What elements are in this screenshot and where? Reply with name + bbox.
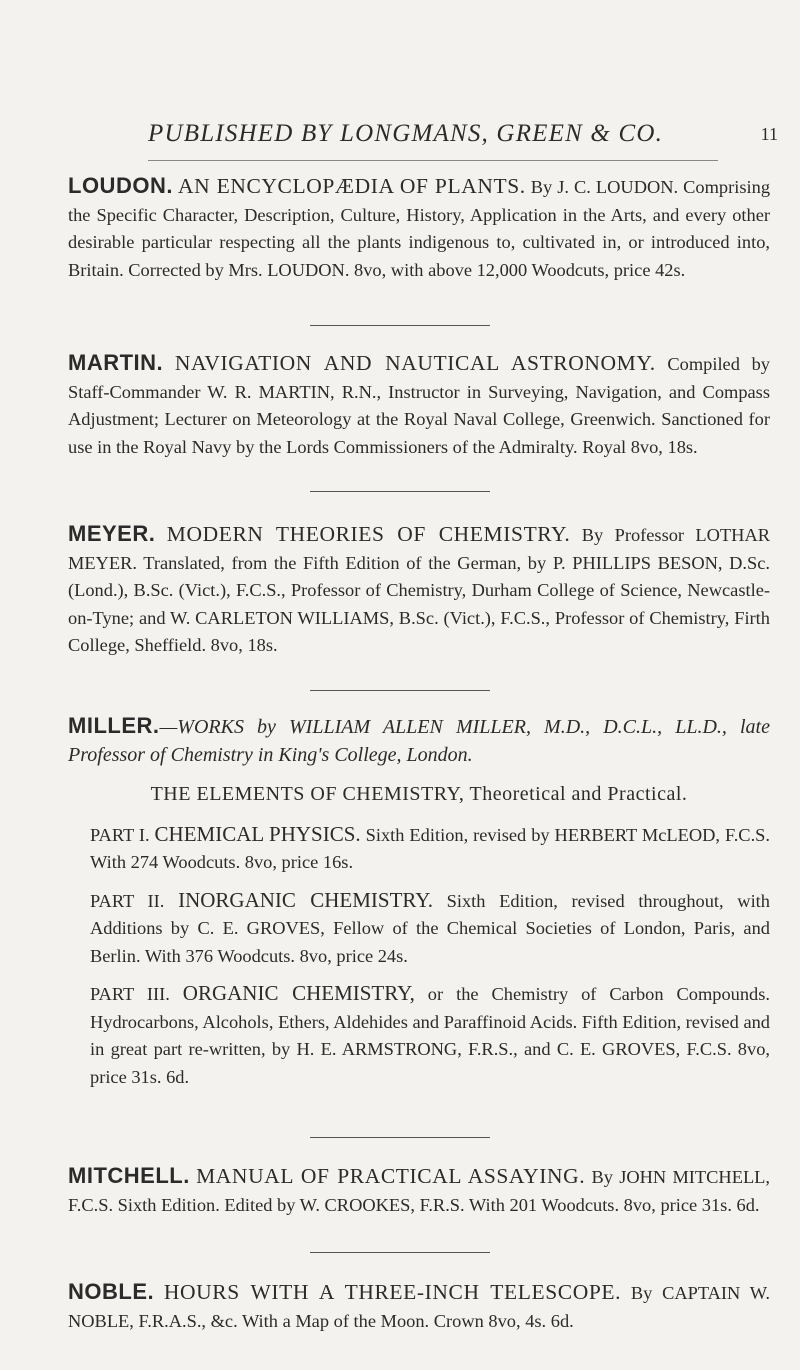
entry-description: Compiled by Staff-Commander W. R. MARTIN, R.N., Instructor in Surveying, Navigation, and Compass Adjustment; Lecturer on Meteorology at the Royal Naval College, Greenwich. Sanctioned for use in the Royal Navy by the Lords Commissioners of the Admiralty. Royal 8vo, 18s. bbox=[68, 354, 770, 457]
author-name: MITCHELL. bbox=[68, 1163, 190, 1188]
part-entry bbox=[68, 980, 770, 1091]
author-name: MILLER. bbox=[68, 713, 160, 738]
entry-divider bbox=[310, 325, 490, 326]
entry-divider bbox=[310, 690, 490, 691]
entry-description: By JOHN MITCHELL, F.C.S. Sixth Edition. Edited by W. CROOKES, F.R.S. With 201 Woodcuts. 8vo, price 31s. 6d. bbox=[68, 1167, 771, 1215]
page-number: 11 bbox=[760, 124, 778, 144]
book-title: NAVIGATION AND NAUTICAL ASTRONOMY. bbox=[174, 351, 656, 375]
header-rule bbox=[148, 160, 718, 161]
author-name: MARTIN. bbox=[68, 350, 164, 375]
author-name: LOUDON. bbox=[68, 173, 173, 198]
book-title: HOURS WITH A THREE-INCH TELESCOPE. bbox=[163, 1280, 622, 1304]
entry-divider bbox=[310, 491, 490, 492]
entry-description: By J. C. LOUDON. Comprising the Specific Character, Description, Culture, History, Application in the Arts, and every other desirable particular respecting all the plants indigenous to, cultivated in, or introduced into, Britain. Corrected by Mrs. LOUDON. 8vo, with above 12,000 Woodcuts, price 42s. bbox=[68, 177, 771, 280]
entry-divider bbox=[310, 1252, 490, 1253]
part-description: Sixth Edition, revised by HERBERT McLEOD, F.C.S. With 274 Woodcuts. 8vo, price 16s. bbox=[90, 824, 771, 872]
entry-mitchell bbox=[68, 1162, 770, 1219]
book-title: MODERN THEORIES OF CHEMISTRY. bbox=[166, 522, 571, 546]
part-entry bbox=[68, 821, 770, 877]
author-name: NOBLE. bbox=[68, 1279, 155, 1304]
page-header bbox=[148, 120, 778, 160]
author-name: MEYER. bbox=[68, 521, 156, 546]
part-title: ORGANIC CHEMISTRY, bbox=[182, 981, 415, 1005]
part-description: Sixth Edition, revised throughout, with Additions by C. E. GROVES, Fellow of the Chemical Societies of London, Paris, and Berlin. With 376 Woodcuts. 8vo, price 24s. bbox=[90, 890, 770, 966]
works-line: —WORKS by WILLIAM ALLEN MILLER, M.D., D.C.L., LL.D., late Professor of Chemistry in King's College, London. bbox=[68, 716, 770, 766]
running-head: PUBLISHED BY LONGMANS, GREEN & CO. bbox=[148, 120, 664, 147]
entry-miller bbox=[68, 712, 770, 1091]
book-title: AN ENCYCLOPÆDIA OF PLANTS. bbox=[177, 174, 526, 198]
book-title: MANUAL OF PRACTICAL ASSAYING. bbox=[196, 1164, 586, 1188]
part-entry bbox=[68, 887, 770, 971]
part-description: or the Chemistry of Carbon Compounds. Hydrocarbons, Alcohols, Ethers, Aldehides and Paraffinoid Acids. Fifth Edition, revised and in great part re-written, by H. E. ARMSTRONG, F.R.S., and C. E. GROVES, F.C.S. 8vo, price 31s. 6d. bbox=[90, 984, 770, 1087]
entry-description: By CAPTAIN W. NOBLE, F.R.A.S., &c. With a Map of the Moon. Crown 8vo, 4s. 6d. bbox=[68, 1283, 770, 1331]
part-label: PART I. bbox=[90, 824, 150, 845]
entry-meyer bbox=[68, 520, 770, 660]
entry-divider bbox=[310, 1137, 490, 1138]
part-label: PART II. bbox=[90, 890, 165, 911]
part-title: INORGANIC CHEMISTRY. bbox=[178, 887, 433, 912]
entry-noble bbox=[68, 1278, 770, 1335]
series-heading: THE ELEMENTS OF CHEMISTRY, Theoretical and Practical. bbox=[150, 783, 688, 805]
part-label: PART III. bbox=[90, 984, 170, 1004]
entry-description: By Professor LOTHAR MEYER. Translated, from the Fifth Edition of the German, by P. PHILLIPS BESON, D.Sc. (Lond.), B.Sc. (Vict.), F.C.S., Professor of Chemistry, Durham College of Science, Newcastle-on-Tyne; and W. CARLETON WILLIAMS, B.Sc. (Vict.), F.C.S., Professor of Chemistry, Firth College, Sheffield. 8vo, 18s. bbox=[68, 525, 770, 655]
entry-martin bbox=[68, 349, 770, 461]
part-title: CHEMICAL PHYSICS. bbox=[154, 821, 361, 846]
entry-loudon bbox=[68, 172, 770, 284]
